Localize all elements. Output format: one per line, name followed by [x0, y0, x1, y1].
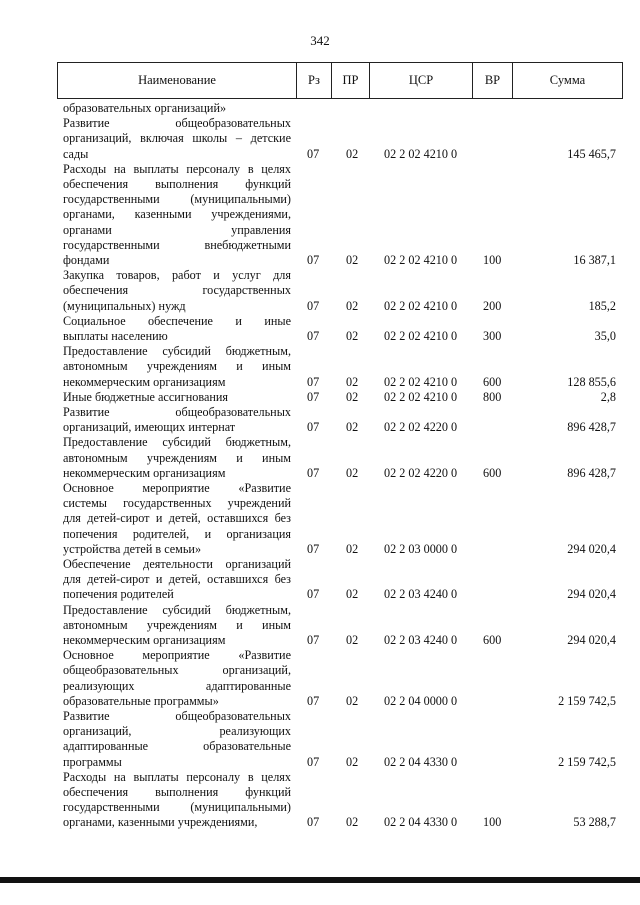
- row-rz: 07: [307, 815, 320, 830]
- row-pr: 02: [346, 298, 359, 313]
- row-sum: 2 159 742,5: [558, 693, 616, 708]
- row-pr: 02: [346, 146, 359, 161]
- row-name-line: Развитие общеобразовательных: [63, 405, 291, 419]
- header-vr: ВР: [472, 63, 512, 98]
- table-header: [57, 62, 623, 99]
- row-name-line: образовательные программы»: [63, 693, 219, 708]
- row-name: [63, 344, 291, 390]
- row-name-line: (муниципальных) нужд: [63, 298, 186, 313]
- row-name-line: для детей-сирот и детей, оставшихся без: [63, 572, 291, 587]
- row-pr: 02: [346, 420, 359, 435]
- row-pr: 02: [346, 328, 359, 343]
- row-name-line: обеспечения выполнения функций: [63, 784, 291, 799]
- header-rz: Рз: [296, 63, 331, 98]
- row-name-line: организаций, включая школы – детские: [63, 131, 291, 146]
- row-vr: 100: [483, 815, 502, 830]
- header-name: Наименование: [138, 73, 216, 87]
- row-pr: 02: [346, 389, 359, 404]
- row-name-line: Развитие общеобразовательных: [63, 709, 291, 723]
- row-rz: 07: [307, 465, 320, 480]
- row-name-line: системы государственных учреждений: [63, 496, 291, 511]
- row-name-line: автономным учреждениям и иным: [63, 359, 291, 374]
- table-row: [0, 603, 640, 649]
- row-name-line: Предоставление субсидий бюджетным,: [63, 602, 291, 617]
- row-name-line: автономным учреждениям и иным: [63, 617, 291, 632]
- table-row: [0, 557, 640, 603]
- row-pr: 02: [346, 374, 359, 389]
- row-name-line: сады: [63, 146, 89, 161]
- row-name-line: программы: [63, 754, 122, 769]
- row-sum: 896 428,7: [567, 420, 616, 435]
- table-row: [0, 648, 640, 709]
- row-rz: 07: [307, 587, 320, 602]
- row-rz: 07: [307, 389, 320, 404]
- row-csr: 02 2 02 4220 0: [384, 420, 458, 435]
- row-name-line: органами управления: [63, 222, 291, 237]
- row-name: [63, 116, 291, 162]
- row-name-line: выплаты населению: [63, 328, 168, 343]
- row-csr: 02 2 02 4210 0: [384, 298, 458, 313]
- table-row: [0, 116, 640, 162]
- row-name: [63, 481, 291, 557]
- row-name-line: органами, казенными учреждениями,: [63, 207, 291, 222]
- row-rz: 07: [307, 298, 320, 313]
- row-rz: 07: [307, 632, 320, 647]
- row-pr: 02: [346, 815, 359, 830]
- row-name-line: Социальное обеспечение и иные: [63, 313, 291, 328]
- row-pr: 02: [346, 754, 359, 769]
- row-pr: 02: [346, 693, 359, 708]
- table-row: [0, 101, 640, 116]
- row-pr: 02: [346, 541, 359, 556]
- row-rz: 07: [307, 420, 320, 435]
- table-row: [0, 435, 640, 481]
- row-name-line: фондами: [63, 252, 110, 267]
- header-csr: ЦСР: [369, 63, 472, 98]
- table-row: [0, 268, 640, 314]
- row-name-line: некоммерческим организациям: [63, 465, 226, 480]
- row-name-line: организаций, имеющих интернат: [63, 420, 236, 435]
- table-row: [0, 709, 640, 770]
- row-csr: 02 2 04 4330 0: [384, 754, 458, 769]
- row-name-line: автономным учреждениям и иным: [63, 450, 291, 465]
- page-bottom-border: [0, 877, 640, 883]
- row-csr: 02 2 04 4330 0: [384, 815, 458, 830]
- row-vr: 200: [483, 298, 502, 313]
- row-name: [63, 770, 291, 831]
- row-rz: 07: [307, 693, 320, 708]
- row-sum: 896 428,7: [567, 465, 616, 480]
- page-number: 342: [310, 33, 330, 48]
- row-sum: 294 020,4: [567, 632, 616, 647]
- row-name-line: попечения родителей, и организация: [63, 526, 291, 541]
- row-csr: 02 2 04 0000 0: [384, 693, 458, 708]
- row-rz: 07: [307, 328, 320, 343]
- row-name-line: общеобразовательных организаций,: [63, 663, 291, 678]
- row-sum: 128 855,6: [567, 374, 616, 389]
- row-name-line: Закупка товаров, работ и услуг для: [63, 268, 291, 283]
- row-vr: 600: [483, 374, 502, 389]
- row-vr: 600: [483, 632, 502, 647]
- row-name-line: Иные бюджетные ассигнования: [63, 389, 229, 404]
- row-name-line: Основное мероприятие «Развитие: [63, 481, 291, 495]
- header-pr: ПР: [331, 63, 369, 98]
- row-name: [63, 268, 291, 314]
- row-name-line: образовательных организаций»: [63, 101, 227, 115]
- row-name-line: Предоставление субсидий бюджетным,: [63, 344, 291, 359]
- table-row: [0, 162, 640, 268]
- row-name-line: государственными внебюджетными: [63, 237, 291, 252]
- row-name-line: Основное мероприятие «Развитие: [63, 648, 291, 663]
- row-name-line: Обеспечение деятельности организаций: [63, 557, 291, 571]
- row-pr: 02: [346, 252, 359, 267]
- row-vr: 100: [483, 252, 502, 267]
- row-vr: 600: [483, 465, 502, 480]
- table-row: [0, 314, 640, 344]
- row-name-line: Развитие общеобразовательных: [63, 116, 291, 131]
- table-row: [0, 390, 640, 405]
- table-row: [0, 405, 640, 435]
- row-sum: 294 020,4: [567, 541, 616, 556]
- header-sum: Сумма: [512, 63, 622, 98]
- row-name-line: для детей-сирот и детей, оставшихся без: [63, 511, 291, 526]
- row-sum: 35,0: [594, 328, 616, 343]
- table-row: [0, 481, 640, 557]
- row-vr: 300: [483, 328, 502, 343]
- row-sum: 2 159 742,5: [558, 754, 616, 769]
- row-name: [63, 405, 291, 435]
- row-csr: 02 2 02 4220 0: [384, 465, 458, 480]
- row-name-line: обеспечения государственных: [63, 283, 291, 298]
- row-csr: 02 2 02 4210 0: [384, 252, 458, 267]
- row-name: [63, 557, 291, 603]
- row-sum: 2,8: [600, 389, 616, 404]
- row-name-line: некоммерческим организациям: [63, 374, 226, 389]
- row-name-line: некоммерческим организациям: [63, 632, 226, 647]
- row-sum: 145 465,7: [567, 146, 616, 161]
- row-name-line: обеспечения выполнения функций: [63, 176, 291, 191]
- row-name-line: Предоставление субсидий бюджетным,: [63, 435, 291, 450]
- row-name-line: адаптированные образовательные: [63, 739, 291, 754]
- row-csr: 02 2 03 4240 0: [384, 632, 458, 647]
- row-name-line: устройства детей в семьи»: [63, 541, 202, 556]
- row-name: [63, 314, 291, 344]
- row-name: [63, 648, 291, 709]
- row-name: [63, 390, 291, 405]
- row-rz: 07: [307, 374, 320, 389]
- row-name-line: организаций, реализующих: [63, 724, 291, 739]
- row-sum: 16 387,1: [573, 252, 616, 267]
- row-sum: 53 288,7: [573, 815, 616, 830]
- row-rz: 07: [307, 754, 320, 769]
- row-name: [63, 603, 291, 649]
- row-name: [63, 162, 291, 268]
- row-name-line: Расходы на выплаты персоналу в целях: [63, 161, 291, 176]
- row-rz: 07: [307, 146, 320, 161]
- row-name-line: органами, казенными учреждениями,: [63, 815, 258, 830]
- row-pr: 02: [346, 465, 359, 480]
- row-name: [63, 435, 291, 481]
- row-rz: 07: [307, 541, 320, 556]
- row-name-line: государственными (муниципальными): [63, 192, 291, 207]
- row-rz: 07: [307, 252, 320, 267]
- row-name-line: реализующих адаптированные: [63, 678, 291, 693]
- row-name-line: попечения родителей: [63, 587, 174, 602]
- row-csr: 02 2 02 4210 0: [384, 374, 458, 389]
- row-sum: 294 020,4: [567, 587, 616, 602]
- row-sum: 185,2: [588, 298, 616, 313]
- row-name-line: государственными (муниципальными): [63, 800, 291, 815]
- row-pr: 02: [346, 632, 359, 647]
- row-csr: 02 2 02 4210 0: [384, 389, 458, 404]
- row-name-line: Расходы на выплаты персоналу в целях: [63, 769, 291, 784]
- table-row: [0, 770, 640, 831]
- row-csr: 02 2 03 4240 0: [384, 587, 458, 602]
- row-name: [63, 101, 291, 116]
- row-csr: 02 2 03 0000 0: [384, 541, 458, 556]
- table-row: [0, 344, 640, 390]
- row-pr: 02: [346, 587, 359, 602]
- row-csr: 02 2 02 4210 0: [384, 328, 458, 343]
- row-vr: 800: [483, 389, 502, 404]
- row-csr: 02 2 02 4210 0: [384, 146, 458, 161]
- row-name: [63, 709, 291, 770]
